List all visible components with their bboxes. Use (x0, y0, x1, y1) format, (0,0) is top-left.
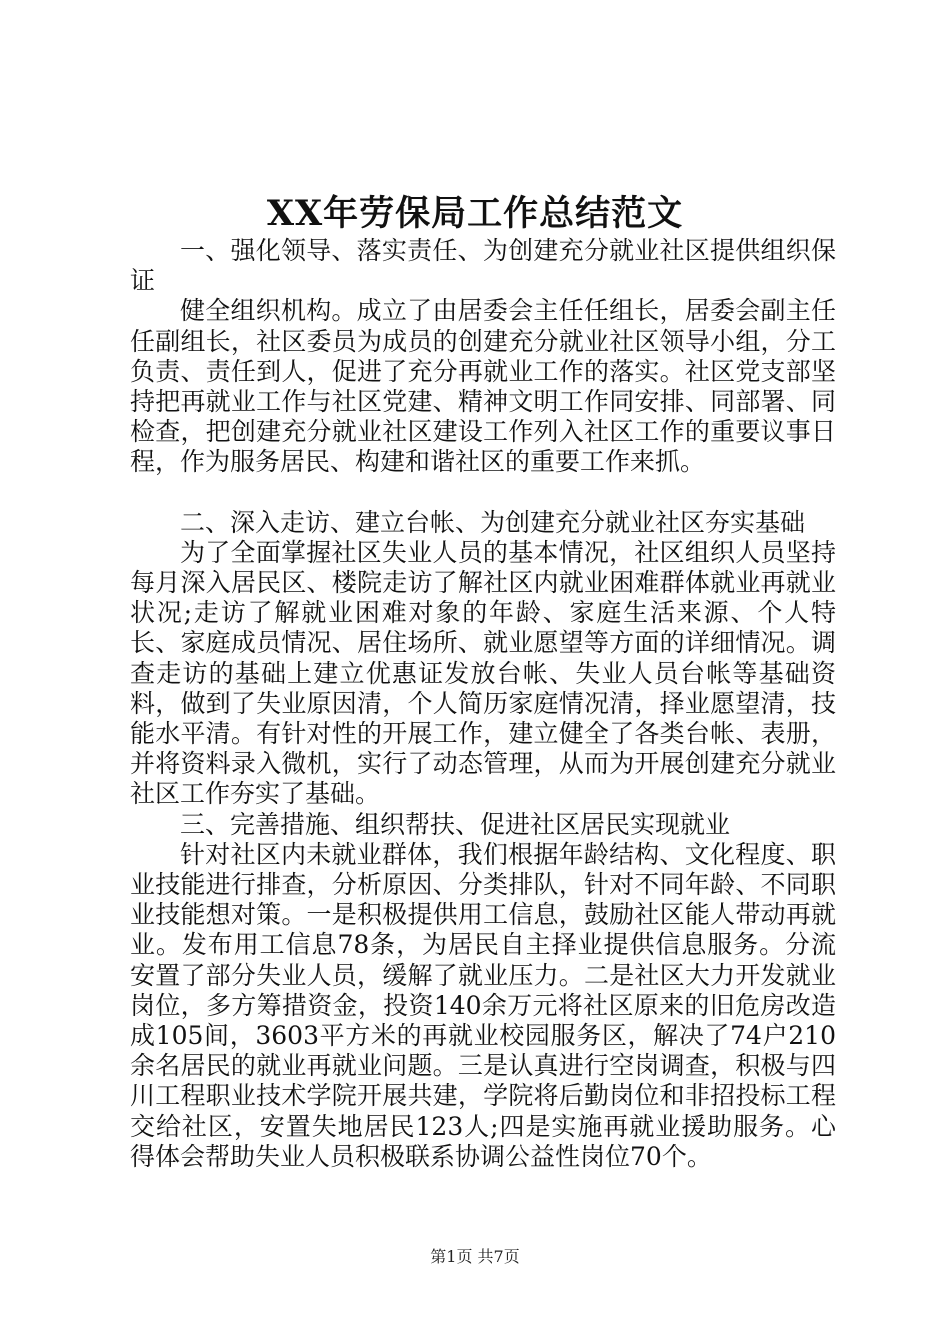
page-number: 第1页 共7页 (430, 1247, 520, 1266)
document-body (130, 236, 836, 1172)
body-paragraph-1: 健全组织机构。成立了由居委会主任任组长，居委会副主任任副组长，社区委员为成员的创建充分就业社区领导小组，分工负责、责任到人，促进了充分再就业工作的落实。社区党支部坚持把再就业工作与社区党建、精神文明工作同安排、同部署、同检查，把创建充分就业社区建设工作列入社区工作的重要议事日程，作为服务居民、构建和谐社区的重要工作来抓。 (130, 296, 836, 477)
section-heading-3: 三、完善措施、组织帮扶、促进社区居民实现就业 (180, 809, 731, 839)
body-paragraph-3: 针对社区内未就业群体，我们根据年龄结构、文化程度、职业技能进行排查，分析原因、分类排队，针对不同年龄、不同职业技能想对策。一是积极提供用工信息，鼓励社区能人带动再就业。发布用工信息78条，为居民自主择业提供信息服务。分流安置了部分失业人员，缓解了就业压力。二是社区大力开发就业岗位，多方筹措资金，投资140余万元将社区原来的旧危房改造成105间，3603平方米的再就业校园服务区，解决了74户210余名居民的就业再就业问题。三是认真进行空岗调查，积极与四川工程职业技术学院开展共建，学院将后勤岗位和非招投标工程交给社区，安置失地居民123人;四是实施再就业援助服务。心得体会帮助失业人员积极联系协调公益性岗位70个。 (130, 839, 836, 1171)
section-heading-2: 二、深入走访、建立台帐、为创建充分就业社区夯实基础 (180, 507, 806, 537)
body-paragraph-2: 为了全面掌握社区失业人员的基本情况，社区组织人员坚持每月深入居民区、楼院走访了解社区内就业困难群体就业再就业状况;走访了解就业困难对象的年龄、家庭生活来源、个人特长、家庭成员情况、居住场所、就业愿望等方面的详细情况。调查走访的基础上建立优惠证发放台帐、失业人员台帐等基础资料，做到了失业原因清，个人简历家庭情况清，择业愿望清，技能水平清。有针对性的开展工作，建立健全了各类台帐、表册，并将资料录入微机，实行了动态管理，从而为开展创建充分就业社区工作夯实了基础。 (130, 537, 836, 809)
document-title: XX年劳保局工作总结范文 (266, 193, 684, 234)
section-heading-1: 一、强化领导、落实责任、为创建充分就业社区提供组织保证 (130, 236, 836, 296)
paragraph-spacer (130, 478, 836, 508)
